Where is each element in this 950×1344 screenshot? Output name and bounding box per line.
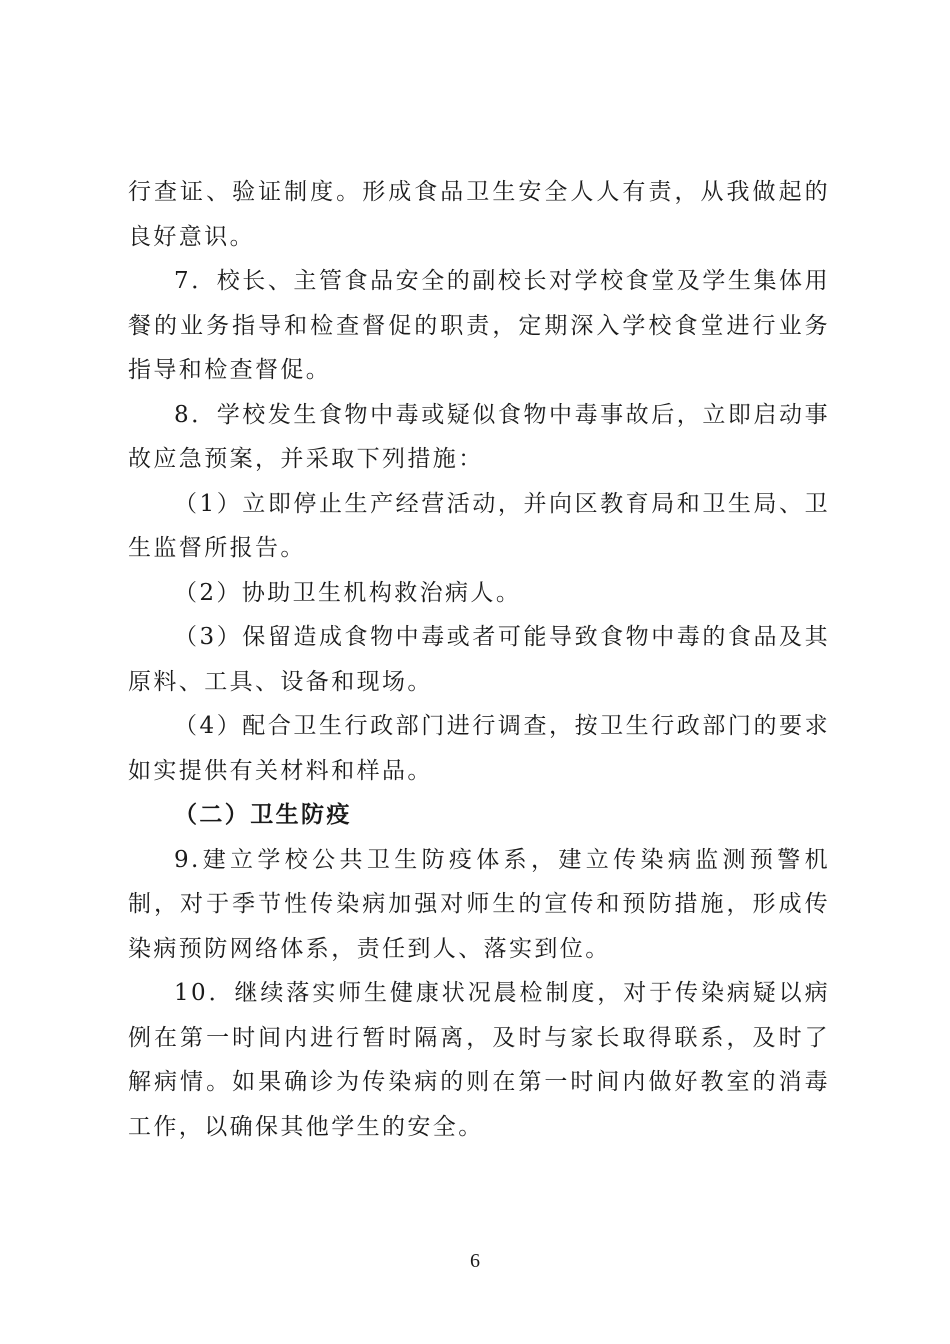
paragraph-continuation: 行查证、验证制度。形成食品卫生安全人人有责，从我做起的良好意识。 (128, 179, 830, 250)
paragraph-measure-4: （4）配合卫生行政部门进行调查，按卫生行政部门的要求如实提供有关材料和样品。 (128, 713, 830, 784)
page-number: 6 (470, 1250, 480, 1272)
paragraph-measure-3: （3）保留造成食物中毒或者可能导致食物中毒的食品及其原料、工具、设备和现场。 (128, 624, 830, 695)
paragraph-measure-2: （2）协助卫生机构救治病人。 (174, 579, 522, 606)
document-body (128, 170, 830, 1149)
section-heading: （二）卫生防疫 (174, 801, 352, 828)
paragraph-item-7: 7．校长、主管食品安全的副校长对学校食堂及学生集体用餐的业务指导和检查督促的职责，定期深入学校食堂进行业务指导和检查督促。 (128, 268, 830, 383)
paragraph-measure-1: （1）立即停止生产经营活动，并向区教育局和卫生局、卫生监督所报告。 (128, 490, 830, 561)
paragraph-item-9: 9.建立学校公共卫生防疫体系，建立传染病监测预警机制，对于季节性传染病加强对师生的宣传和预防措施，形成传染病预防网络体系，责任到人、落实到位。 (128, 846, 830, 962)
paragraph-item-8: 8．学校发生食物中毒或疑似食物中毒事故后，立即启动事故应急预案，并采取下列措施： (128, 401, 830, 472)
paragraph-item-10: 10．继续落实师生健康状况晨检制度，对于传染病疑以病例在第一时间内进行暂时隔离，及时与家长取得联系，及时了解病情。如果确诊为传染病的则在第一时间内做好教室的消毒工作，以确保其他学生的安全。 (128, 980, 830, 1140)
